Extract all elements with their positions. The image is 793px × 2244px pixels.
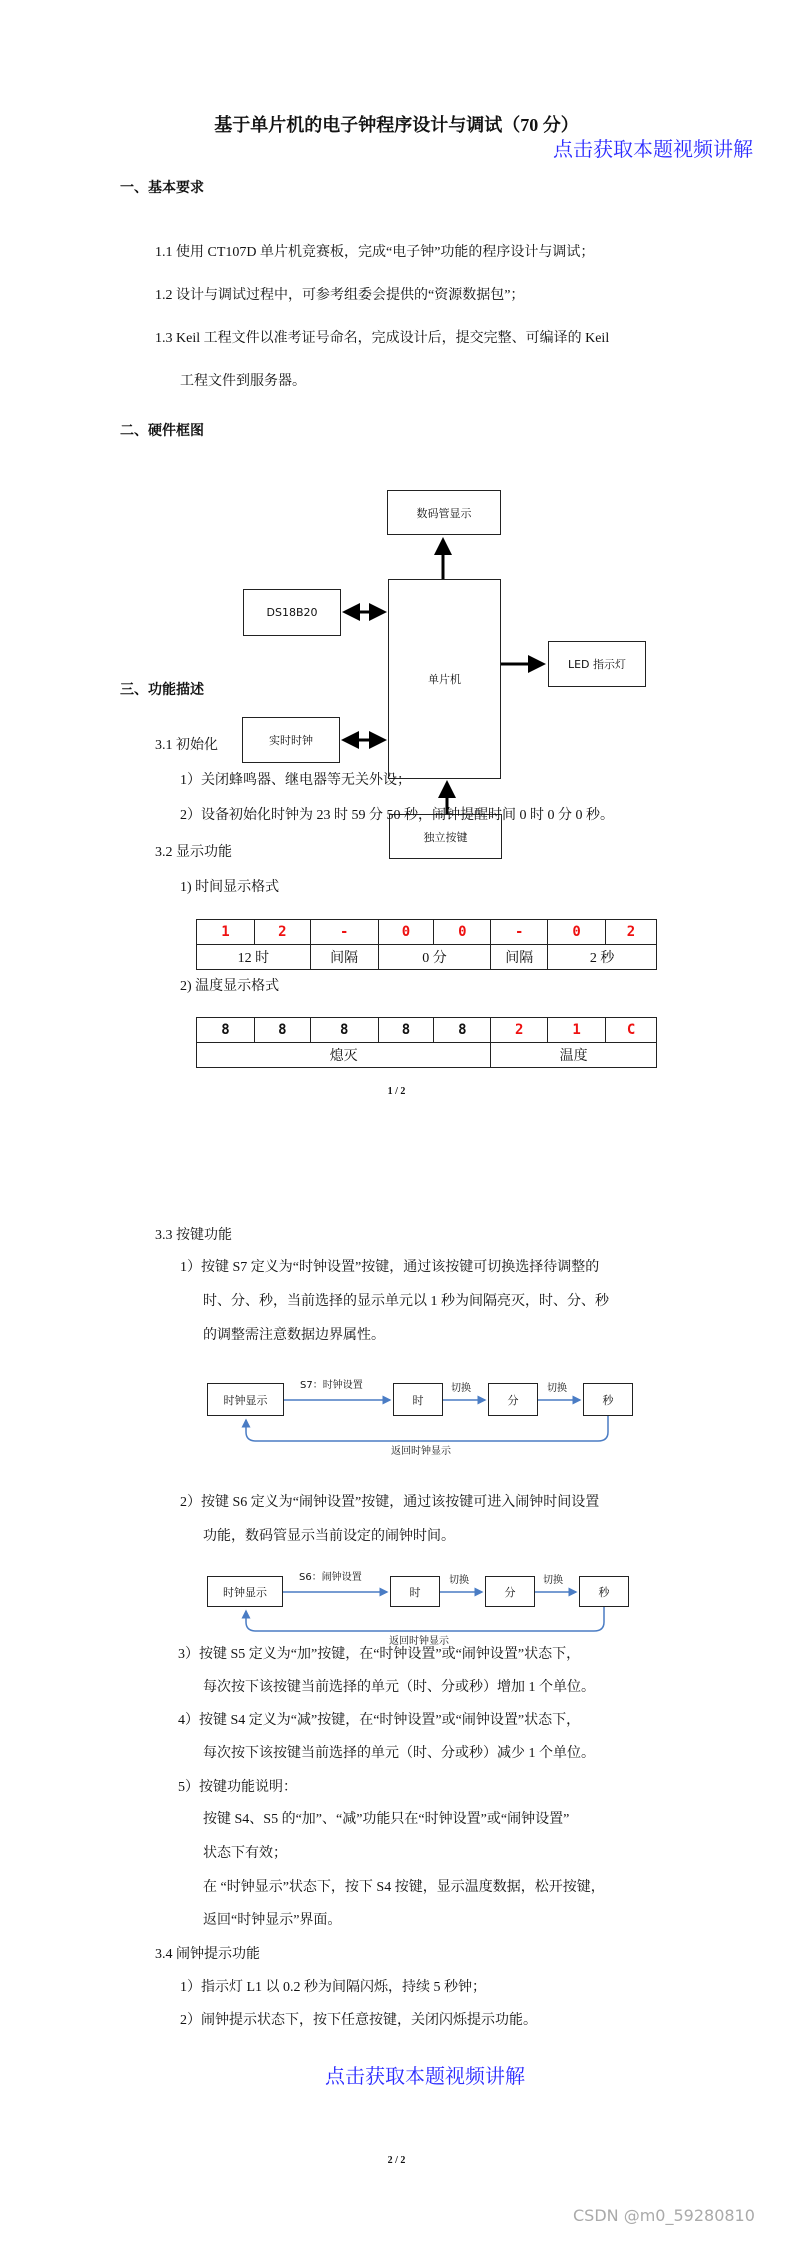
init-item-1: 1）关闭蜂鸣器、继电器等无关外设； (180, 773, 411, 788)
key-s4-line2: 每次按下该按键当前选择的单元（时、分或秒）减少 1 个单位。 (203, 1746, 595, 1761)
block-mcu: 单片机 (388, 579, 501, 779)
key-s6-line1: 2）按键 S6 定义为“闹钟设置”按键，通过该按键可进入闹钟时间设置 (180, 1495, 600, 1510)
key-note-title: 5）按键功能说明： (178, 1780, 297, 1795)
req-1-1: 1.1 使用 CT107D 单片机竞赛板，完成“电子钟”功能的程序设计与调试； (155, 245, 595, 260)
alarm-item-2: 2）闹钟提示状态下，按下任意按键，关闭闪烁提示功能。 (180, 2013, 537, 2028)
alarm-item-1: 1）指示灯 L1 以 0.2 秒为间隔闪烁，持续 5 秒钟； (180, 1980, 487, 1995)
key-note-line1: 按键 S4、S5 的“加”、“减”功能只在“时钟设置”或“闹钟设置” (203, 1812, 570, 1827)
block-display: 数码管显示 (387, 490, 501, 535)
flow2-trigger: S6：闹钟设置 (299, 1572, 362, 1583)
flow1-switch: 切换 (451, 1383, 471, 1394)
time-format-table (196, 919, 657, 970)
display-title: 3.2 显示功能 (155, 845, 232, 860)
flow2-switch: 切换 (543, 1575, 563, 1586)
alarm-title: 3.4 闹钟提示功能 (155, 1947, 260, 1962)
key-s7-line3: 的调整需注意数据边界属性。 (203, 1328, 385, 1343)
caption-off: 熄灭 (197, 1043, 491, 1068)
req-1-2: 1.2 设计与调试过程中，可参考组委会提供的“资源数据包”； (155, 288, 525, 303)
flow1-second: 秒 (583, 1383, 633, 1416)
page-title: 基于单片机的电子钟程序设计与调试（70 分） (214, 115, 579, 135)
seg-digit: 2 (254, 920, 310, 945)
video-link-top[interactable]: 点击获取本题视频讲解 (553, 139, 753, 161)
seg-digit: 0 (378, 920, 434, 945)
flow1-hour: 时 (393, 1383, 443, 1416)
key-s5-line1: 3）按键 S5 定义为“加”按键，在“时钟设置”或“闹钟设置”状态下， (178, 1647, 581, 1662)
caption-gap: 间隔 (491, 945, 548, 970)
seg-digit: 2 (491, 1018, 548, 1043)
flow2-clock-display: 时钟显示 (207, 1576, 283, 1607)
section-3-heading: 三、功能描述 (120, 682, 204, 698)
key-note-line4: 返回“时钟显示”界面。 (203, 1913, 342, 1928)
flow1-clock-display: 时钟显示 (207, 1383, 284, 1416)
seg-digit: C (606, 1018, 657, 1043)
section-2-heading: 二、硬件框图 (120, 423, 204, 439)
key-s7-line1: 1）按键 S7 定义为“时钟设置”按键，通过该按键可切换选择待调整的 (180, 1260, 600, 1275)
caption-minute: 0 分 (378, 945, 491, 970)
key-s7-line2: 时、分、秒，当前选择的显示单元以 1 秒为间隔亮灭，时、分、秒 (203, 1294, 609, 1309)
time-format-label: 1) 时间显示格式 (180, 880, 280, 895)
seg-digit: 0 (434, 920, 491, 945)
key-s6-line2: 功能，数码管显示当前设定的闹钟时间。 (203, 1529, 455, 1544)
seg-digit: - (491, 920, 548, 945)
flow2-hour: 时 (390, 1576, 440, 1607)
temp-format-label: 2) 温度显示格式 (180, 979, 280, 994)
block-led: LED 指示灯 (548, 641, 646, 687)
seg-digit-off: 8 (434, 1018, 491, 1043)
seg-digit: - (310, 920, 378, 945)
flow1-trigger: S7：时钟设置 (300, 1380, 363, 1391)
seg-digit-off: 8 (197, 1018, 255, 1043)
flow2-back: 返回时钟显示 (389, 1636, 449, 1647)
temp-format-table (196, 1017, 657, 1068)
flow1-switch: 切换 (547, 1383, 567, 1394)
caption-second: 2 秒 (548, 945, 657, 970)
block-ds18b20: DS18B20 (243, 589, 341, 636)
init-item-2: 2）设备初始化时钟为 23 时 59 分 50 秒，闹钟提醒时间 0 时 0 分 0 秒。 (180, 808, 614, 823)
flow2-minute: 分 (485, 1576, 535, 1607)
page-number-2: 2 / 2 (387, 2155, 406, 2166)
seg-digit: 2 (606, 920, 657, 945)
seg-digit-off: 8 (310, 1018, 378, 1043)
key-note-line2: 状态下有效； (203, 1846, 287, 1861)
seg-digit: 0 (548, 920, 606, 945)
req-1-3-cont: 工程文件到服务器。 (180, 374, 306, 389)
flow2-switch: 切换 (449, 1575, 469, 1586)
page-number-1: 1 / 2 (387, 1086, 406, 1097)
init-title: 3.1 初始化 (155, 738, 218, 753)
flow1-minute: 分 (488, 1383, 538, 1416)
section-1-heading: 一、基本要求 (120, 180, 204, 196)
seg-digit: 1 (548, 1018, 606, 1043)
key-s5-line2: 每次按下该按键当前选择的单元（时、分或秒）增加 1 个单位。 (203, 1680, 595, 1695)
flow2-second: 秒 (579, 1576, 629, 1607)
seg-digit-off: 8 (254, 1018, 310, 1043)
seg-digit: 1 (197, 920, 255, 945)
caption-temp: 温度 (491, 1043, 657, 1068)
caption-gap: 间隔 (310, 945, 378, 970)
req-1-3: 1.3 Keil 工程文件以准考证号命名，完成设计后，提交完整、可编译的 Keil (155, 331, 610, 346)
seg-digit-off: 8 (378, 1018, 434, 1043)
flow1-back: 返回时钟显示 (391, 1446, 451, 1457)
key-s4-line1: 4）按键 S4 定义为“减”按键，在“时钟设置”或“闹钟设置”状态下， (178, 1713, 581, 1728)
keys-title: 3.3 按键功能 (155, 1228, 232, 1243)
watermark: CSDN @m0_59280810 (573, 2206, 755, 2225)
video-link-bottom[interactable]: 点击获取本题视频讲解 (325, 2066, 525, 2088)
caption-hour: 12 时 (197, 945, 311, 970)
key-note-line3: 在 “时钟显示”状态下，按下 S4 按键，显示温度数据，松开按键， (203, 1880, 605, 1895)
block-rtc: 实时时钟 (242, 717, 340, 763)
block-keys: 独立按键 (389, 814, 502, 859)
